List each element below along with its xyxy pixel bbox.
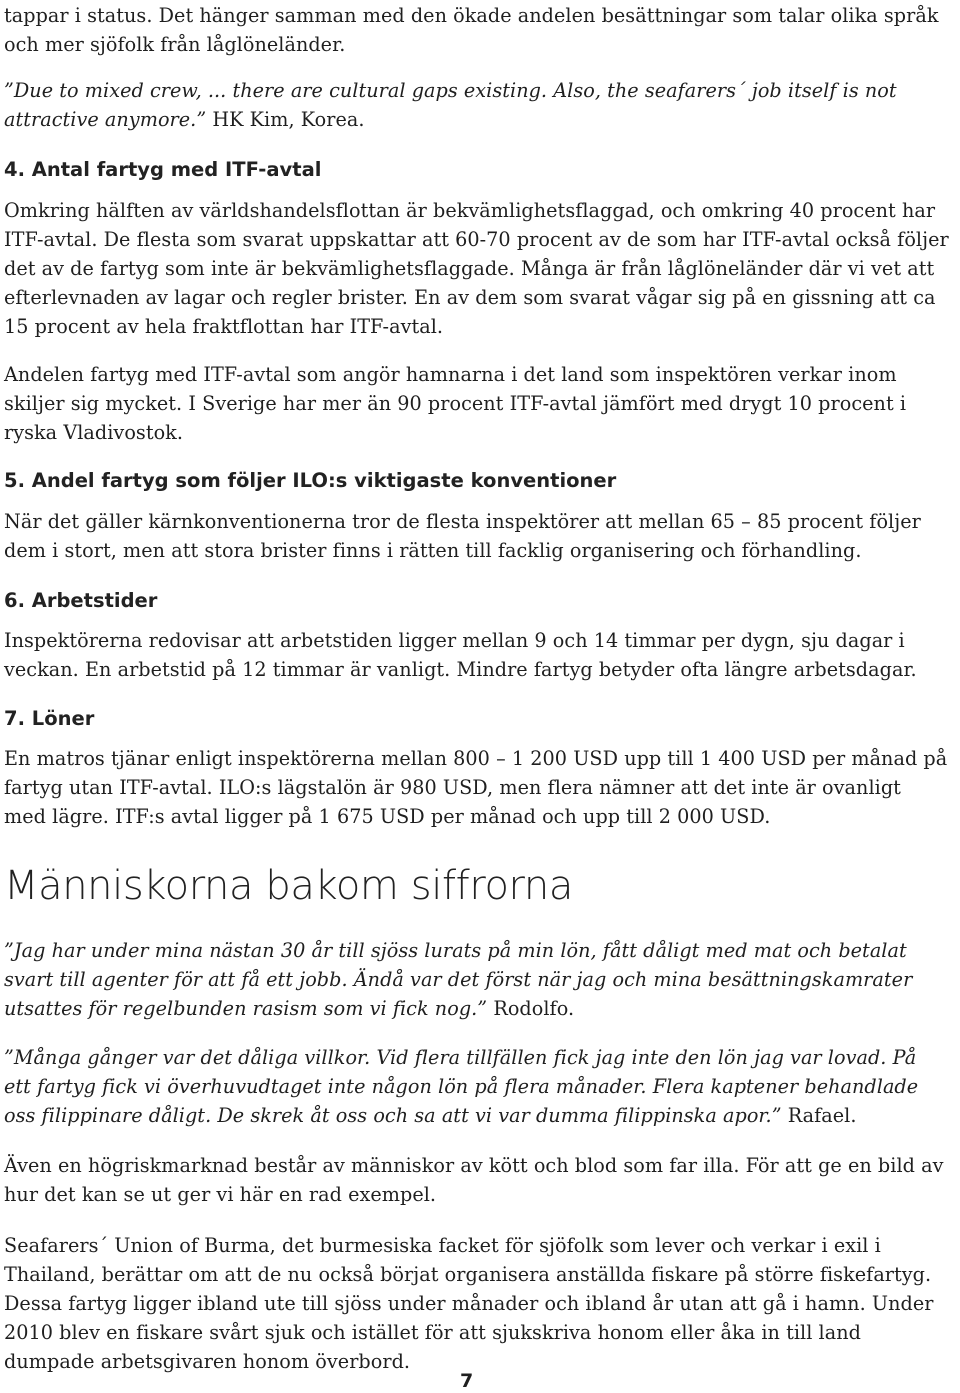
quote-korea-text: ”Due to mixed crew, ... there are cultural gaps existing. Also, the seafarers´ job itself is not attractive anymore.” xyxy=(4,79,897,131)
paragraph-burma: Seafarers´ Union of Burma, det burmesiska facket för sjöfolk som lever och verkar i exil i Thailand, berättar om att de nu också börjat organisera anställda fiskare på större fiskefartyg. Dessa fartyg ligger ibland ute till sjöss under månader och ibland år utan att gå i hamn. Under 2010 blev en fiskare svårt sjuk och istället för att sjukskriva honom eller åka in till land dumpade arbetsgivaren honom överbord. xyxy=(4,1234,934,1373)
page-number: 7 xyxy=(460,1370,474,1392)
quote-rafael-text: ”Många gånger var det dåliga villkor. Vid flera tillfällen fick jag inte den lön jag var lovad. På ett fartyg fick vi överhuvudtaget inte någon lön på flera månader. Flera kaptener behandlade oss filippinare dåligt. De skrek åt oss och sa att vi var dumma filippinska apor.” xyxy=(4,1046,919,1127)
heading-section-5: 5. Andel fartyg som följer ILO:s viktigaste konventioner xyxy=(4,469,617,492)
quote-rafael xyxy=(4,1043,949,1130)
heading-section-4: 4. Antal fartyg med ITF-avtal xyxy=(4,158,322,181)
heading-section-6: 6. Arbetstider xyxy=(4,589,158,612)
quote-korea-attribution: HK Kim, Korea. xyxy=(206,108,365,131)
paragraph-section-4a: Omkring hälften av världshandelsflottan är bekvämlighetsflaggad, och omkring 40 procent har ITF-avtal. De flesta som svarat uppskattar att 60-70 procent av de som har ITF-avtal också följer det av de fartyg som inte är bekvämlighetsflaggade. Många är från låglöneländer där vi vet att efterlevnaden av lagar och regler brister. En av dem som svarat vågar sig på en gissning att ca 15 procent av hela fraktflottan har ITF-avtal. xyxy=(4,199,949,338)
quote-rodolfo-text: ”Jag har under mina nästan 30 år till sjöss lurats på min lön, fått dåligt med mat och betalat svart till agenter för att få ett jobb. Ändå var det först när jag och mina besättningskamrater utsattes för regelbunden rasism som vi fick nog.” xyxy=(4,939,913,1020)
paragraph-section-4b: Andelen fartyg med ITF-avtal som angör hamnarna i det land som inspektören verkar inom skiljer sig mycket. I Sverige har mer än 90 procent ITF-avtal jämfört med drygt 10 procent i ryska Vladivostok. xyxy=(4,363,907,444)
paragraph-section-7: En matros tjänar enligt inspektörerna mellan 800 – 1 200 USD upp till 1 400 USD per månad på fartyg utan ITF-avtal. ILO:s lägstalön är 980 USD, men flera nämner att det inte är ovanligt med lägre. ITF:s avtal ligger på 1 675 USD per månad och upp till 2 000 USD. xyxy=(4,747,948,828)
paragraph-market: Även en högriskmarknad består av människor av kött och blod som far illa. För att ge en bild av hur det kan se ut ger vi här en rad exempel. xyxy=(4,1154,944,1206)
quote-korea xyxy=(4,76,934,134)
quote-rodolfo-attribution: Rodolfo. xyxy=(487,997,575,1020)
paragraph-section-5: När det gäller kärnkonventionerna tror de flesta inspektörer att mellan 65 – 85 procent följer dem i stort, men att stora brister finns i rätten till facklig organisering och förhandling. xyxy=(4,510,921,562)
heading-section-7: 7. Löner xyxy=(4,707,95,730)
paragraph-section-6: Inspektörerna redovisar att arbetstiden ligger mellan 9 och 14 timmar per dygn, sju dagar i veckan. En arbetstid på 12 timmar är vanligt. Mindre fartyg betyder ofta längre arbetsdagar. xyxy=(4,629,917,681)
section-title-people: Människorna bakom siffrorna xyxy=(4,863,573,909)
quote-rafael-attribution: Rafael. xyxy=(781,1104,857,1127)
quote-rodolfo xyxy=(4,936,939,1023)
paragraph-intro: tappar i status. Det hänger samman med den ökade andelen besättningar som talar olika språk och mer sjöfolk från låglöneländer. xyxy=(4,4,939,56)
